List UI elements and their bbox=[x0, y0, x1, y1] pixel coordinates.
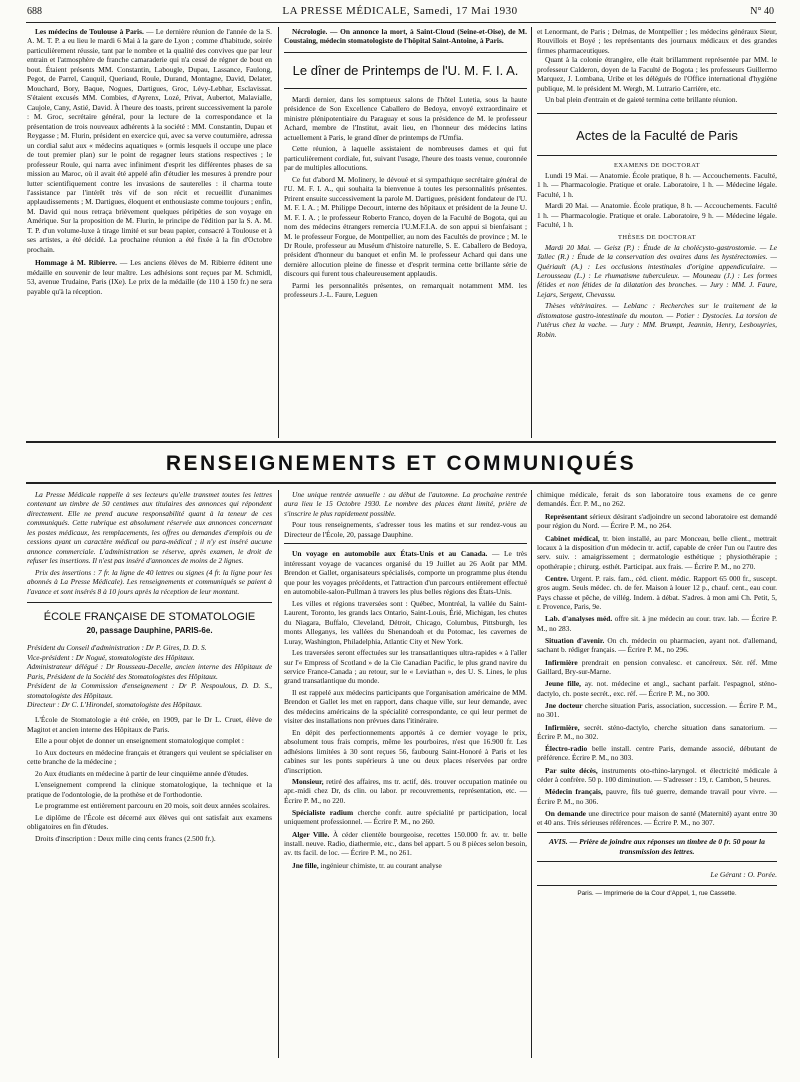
school-paragraph: Elle a pour objet de donner un enseignement stomatologique complet : bbox=[35, 736, 244, 746]
theses-list: Mardi 20 Mai. — Geisz (P.) : Étude de la cholécysto-gastrostomie. — Le Tallec (R.) : Étude de la conservation des ovaires dans les hystérectomies. — Quériault (A.) : Les occlusions intestinales d'origine appendiculaire. — Lerousseau (L.) : Le rhumatisme tuberculeux. — Mouneau (J.) : Les formes fétides et non fétides de la dilatation des bronches. — Jury : MM. J. Faure, Lejars, Sergent, Chevassu. bbox=[537, 242, 777, 299]
diner-continued: Quant à la colonie étrangère, elle était brillamment représentée par MM. le professeur Calderon, doyen de la Faculté de Bogota ; les professeurs Guillermo Marquez, J. Lombana, Uribe et les délégués de l'Office international d'hygiène publique, M. le président M. Wergh, M. Lutrario Carrière, etc. bbox=[537, 55, 777, 93]
classified-ad: Spécialiste radium cherche confr. autre spécialité pr participation, local uniquement professionnel. — Écrire P. M., no 260. bbox=[284, 808, 527, 827]
school-staff: Président de la Commission d'enseignement : Dr P. Nespoulous, D. D. S., stomatologiste des Hôpitaux. bbox=[27, 681, 272, 700]
diner-title: Le dîner de Printemps de l'U. M. F. I. A. bbox=[292, 62, 519, 78]
divider bbox=[537, 885, 777, 886]
classified-ad: Alger Ville. À céder clientèle bourgeoise, recettes 150.000 fr. av. tr. belle install. neuve. Radio, diathermie, etc., dans bel appart. 5 ou 8 pièces selon besoin, av. tts facil. de loc. — Écrire P. M., no 261. bbox=[284, 829, 527, 858]
voyage-text: — Le très intéressant voyage de vacances organisé du 19 Juillet au 26 Août par MM. Brendon et Gallet, organisateurs spécialisés, comporte un programme plus étendu que pour les voyages précédents, et l'attraction d'un parcours entièrement effectué en automobile-salon-Pullman à travers les plus belles régions des États-Unis. bbox=[284, 549, 527, 597]
classified-ad: chimique médicale, ferait ds son laboratoire tous examens de ce genre demandés. Écr. P. M., no 262. bbox=[537, 490, 777, 509]
classified-ad: Électro-radio belle install. centre Paris, demande associé, débutant de préférence. Écrire P. M., no 303. bbox=[537, 744, 777, 763]
column-divider bbox=[531, 27, 532, 438]
exam-monday: Lundi 19 Mai. — Anatomie. École pratique, 8 h. — Accouchements. Faculté, 1 h. — Pharmacologie. Pratique et orale. Laboratoire, 1 h. — Médecine légale. Faculté, 1 h. bbox=[537, 170, 777, 199]
school-staff: Président du Conseil d'administration : Dr P. Gires, D. D. S. bbox=[27, 643, 207, 653]
school-paragraph: Le programme est entièrement parcouru en 20 mois, soit deux années scolaires. bbox=[35, 801, 270, 811]
column-divider bbox=[278, 490, 279, 1058]
school-paragraph: Droits d'inscription : Deux mille cinq cents francs (2.500 fr.). bbox=[35, 833, 216, 843]
school-staff: Administrateur délégué : Dr Rousseau-Decelle, ancien interne des Hôpitaux de Paris, Président de la Société des Stomatologistes des Hôpitaux. bbox=[27, 662, 272, 681]
header-rule bbox=[26, 22, 776, 23]
school-staff: Directeur : Dr C. L'Hirondel, stomatologiste des Hôpitaux. bbox=[27, 699, 203, 709]
banner-rule-bottom bbox=[26, 482, 776, 484]
voyage-title: Un voyage en automobile aux États-Unis et au Canada. bbox=[292, 549, 488, 559]
gerant-signature: Le Gérant : O. Porée. bbox=[710, 869, 777, 879]
school-paragraph: Le diplôme de l'École est décerné aux élèves qui ont satisfait aux examens obligatoires en fin d'études. bbox=[27, 812, 272, 832]
exam-tuesday: Mardi 20 Mai. — Anatomie. École pratique, 8 h. — Accouchements. Faculté 1 h. — Pharmacologie. Pratique et orale. Laboratoire, 9 h. — Médecine légale. Faculté, 1 h. bbox=[537, 201, 777, 230]
bottom-column-1 bbox=[27, 490, 272, 845]
school-contact: Pour tous renseignements, s'adresser tous les matins et sur rendez-vous au Directeur de l'École, 20, passage Dauphine. bbox=[284, 520, 527, 539]
classified-ad: Médecin français, pauvre, fils tué guerre, demande travail pour vivre. — Écrire P. M., no 306. bbox=[537, 787, 777, 806]
banner-rule-top bbox=[26, 441, 776, 443]
toulouse-text: — Le dernière réunion de l'année de la S. A. M. T. P. a eu lieu le mardi 6 Mai à la gare de Lyon ; comme d'habitude, soirée particulièrement réussie, tant par le nombre et la qualité des convives que par leur entrain et l'atmosphère de franche camaraderie qui n'a cessé de régner de bout en bout. Étaient présents MM. Constantin, Labougle, Dupau, Lassance, Faulong, Pegot, de Parrel, Cauquil, Queriaud, Roule, Durand, Montagne, David, Delater, Mouchard, Bory, Baque, Nogues, Dartigues, Groc, Lévy-Lebhar, Esclavissat. S'étaient excusés MM. Combies, d'Ayrenx, Lozé, Privat, Aubertot, Malavialle, Caujole, Cany, Astié, David. À l'heure des toasts, prirent successivement la parole : M. Groc, secrétaire général, pour la lecture de la correspondance et la présentation de trois nouveaux adhérents à la société : MM. Constantin, Dupau et Reygasse ; M. Flurin, président en exercice qui, avec sa verve coutumière, adressa un cordial salut aux « médecins aquatiques » (ormis lesquels il occupe une place de tout premier plan) sur le point de regagner leurs stations respectives ; le professeur Roule, qui narra avec infiniment d'esprit les différentes phases de sa mission au Maroc, où il avait été appelé afin d'étudier les mesures à prendre pour lutter scientifiquement contre les invasions de sauterelles : il charma toute l'assistance par l'intérêt très vif de son récit et recueillit d'unanimes applaudissements ; M. Dartigues, éloquent et enthousiaste comme toujours ; enfin, M. David qui nous retraça brièvement quelques péripéties de son voyage en Amérique. Sur la proposition de M. Flurin, le principe de l'édition par la S. A. M. T. P. d'un volume-luxe à tirage limité et sur beau papier, consacré à Toulouse et à ses artistes, a été décidé. La prochaine réunion a été fixée à la fin d'Octobre prochain. bbox=[27, 27, 272, 254]
divider bbox=[27, 602, 272, 603]
diner-heading-box bbox=[284, 52, 527, 89]
printer-imprint: Paris. — Imprimerie de la Cour d'Appel, 1, rue Cassette. bbox=[577, 889, 737, 897]
ribierre-title: Hommage à M. Ribierre. bbox=[35, 258, 117, 268]
column-1 bbox=[27, 27, 272, 298]
classified-ad: Jne docteur cherche situation Paris, association, succession. — Écrire P. M., no 301. bbox=[537, 700, 777, 720]
voyage-paragraph: Il est rappelé aux médecins participants que l'organisation américaine de MM. Brendon et Gallet les met en rapport, dans chaque ville, sur leur demande, avec des médecins américains de la spécialité correspondante, ce qui leur permet de visiter des installations non prévues dans l'itinéraire. bbox=[284, 687, 527, 726]
diner-paragraph: Mardi dernier, dans les somptueux salons de l'hôtel Lutetia, sous la haute présidence de Son Excellence Caballero de Bedoya, envoyé extraordinaire et ministre plénipotentiaire du Paraguay et sous la présidence de M. le professeur Achard, membre de l'Institut, avait lieu, en l'honneur des médecins latins actuellement à Paris, le grand dîner de printemps de l'Umfia. bbox=[284, 94, 527, 142]
voyage-paragraph: Les traversées seront effectuées sur les transatlantiques ultra-rapides « à l'aller sur l'« Empress of Scotland » de la Cie Canadian Pacific, le plus grand navire du service France-Canada ; au retour, sur le « Leviathan », des U. S. Lines, le plus grand transatlantique du monde. bbox=[284, 648, 527, 686]
diner-continued: et Lenormant, de Paris ; Delmas, de Montpellier ; les médecins généraux Sieur, Rouvillois et Boyé ; les représentants des journaux médicaux et des grandes firmes pharmaceutiques. bbox=[537, 27, 777, 55]
actes-title: Actes de la Faculté de Paris bbox=[576, 127, 738, 143]
section-banner: RENSEIGNEMENTS ET COMMUNIQUÉS bbox=[165, 452, 637, 475]
column-divider bbox=[278, 27, 279, 438]
voyage-paragraph: En dépit des perfectionnements apportés à ce dernier voyage le prix, absolument tous frais compris, même les pourboires, n'est que 16.900 fr. Les adhésions limitées à 30 sont reçues 56, faubourg Saint-Honoré à Paris et les cabines sur les ponts supérieurs à une ou deux places réservées par ordre d'inscription. bbox=[284, 727, 527, 775]
issue-number: N° 40 bbox=[750, 6, 774, 17]
school-paragraph: 2o Aux étudiants en médecine à partir de leur cinquième année d'études. bbox=[35, 768, 249, 778]
toulouse-title: Les médecins de Toulouse à Paris. bbox=[35, 27, 144, 36]
classified-ad: Lab. d'analyses méd. offre sit. à jne médecin au cour. trav. lab. — Écrire P. M., no 283. bbox=[537, 614, 777, 633]
bottom-column-3 bbox=[537, 490, 777, 897]
column-divider bbox=[531, 490, 532, 1058]
classified-ad: Jne fille, ingénieur chimiste, tr. au courant analyse bbox=[292, 860, 442, 870]
page-number: 688 bbox=[27, 6, 42, 17]
classified-ad: Infirmière, secrét. sténo-dactylo, cherche situation dans sanatorium. — Écrire P. M., no 302. bbox=[537, 722, 777, 741]
ribierre-text: — Les anciens élèves de M. Ribierre éditent une médaille en souvenir de leur maître. Les adhésions sont reçues par M. Schmidl, 53, avenue Trudaine, Paris (IXe). Le prix de la médaille (de 110 à 150 fr.) ne sera payable qu'à la réception. bbox=[27, 258, 272, 296]
classified-ad: Jeune fille, ay. not. médecine et angl., sachant parfait. l'espagnol, sténo-dactylo, ch. poste secrét., exc. réf. — Écrire P. M., no 300. bbox=[537, 679, 778, 698]
necrology-title: Nécrologie. bbox=[292, 27, 328, 36]
divider bbox=[284, 543, 527, 544]
school-paragraph: L'enseignement comprend la clinique stomatologique, la technique et la pratique de l'odontologie, de la prothèse et de l'orthodontie. bbox=[27, 780, 272, 799]
theses-heading: THÈSES DE DOCTORAT bbox=[617, 233, 697, 241]
actes-heading-box bbox=[537, 113, 777, 156]
column-3 bbox=[537, 27, 777, 341]
diner-paragraph: Parmi les personnalités présentes, on remarquait notamment MM. les professeurs J.-L. Faure, Leguen bbox=[284, 280, 527, 300]
classified-ad: Situation d'avenir. On ch. médecin ou pharmacien, ayant not. d'allemand, sachant b. rédiger français. — Écrire P. M., no 296. bbox=[537, 635, 777, 655]
diner-paragraph: Cette réunion, à laquelle assistaient de nombreuses dames et qui fut particulièrement cordiale, fut, suivant l'usage, l'heure des toasts venue, couronnée par de multiples allocutions. bbox=[284, 144, 527, 173]
classified-ad: Cabinet médical, tr. bien installé, au parc Monceau, belle client., mettrait locaux à la disposition d'un médecin tr. actif, capable de créer l'un ou l'autre des serv. suiv. : amaigrissement ; dermatologie esthétique ; physiothérapie ; opothérapie ; chirurg. esthét. Participat. aux frais. — Écrire P. M., no 270. bbox=[537, 533, 777, 571]
diner-continued: Un bal plein d'entrain et de gaieté termina cette brillante réunion. bbox=[545, 95, 738, 105]
school-paragraph: 1o Aux docteurs en médecine français et étrangers qui veulent se spécialiser en cette branche de la médecine ; bbox=[27, 747, 272, 767]
notice-text: La Presse Médicale rappelle à ses lecteurs qu'elle transmet toutes les lettres contenant un timbre de 50 centimes aux titulaires des annonces qui répondent directement. Elle ne prend aucune responsabilité quant à la teneur de ces communiqués. Cette rubrique est absolument réservée aux annonces concernant les postes médicaux, les remplacements, les offres ou demandes d'emplois ou de cessions ayant un caractère médical ou para-médical ; il n'y est inséré aucune annonce commerciale. L'administration se réserve, après examen, le droit de refuser les insertions. Il n'est pas inséré d'annonces de moins de 2 lignes. bbox=[27, 490, 272, 566]
school-paragraph: L'École de Stomatologie a été créée, en 1909, par le Dr L. Cruet, élève de Magitot et ancien interne des Hôpitaux de Paris. bbox=[27, 715, 272, 734]
bottom-column-2 bbox=[284, 490, 527, 873]
diner-paragraph: Ce fut d'abord M. Molinery, le dévoué et si sympathique secrétaire général de l'U. M. F. I. A., qui souhaita la bienvenue à toutes les personnalités présentes. Prirent ensuite successivement la parole M. Dartigues, président fondateur de l'U. M. F. I. A. ; M. Philippe Decourt, interne des hôpitaux et président de la Jeune U. M. F. I. A. ; le professeur Roberto Franco, doyen de la Faculté de Bogota, qui au nom des médecins étrangers remercia l'U.M.F.I.A. de son appui si bienfaisant ; M. le professeur Forgue, de Montpellier, au nom des Facultés de province ; M. le Dr Roule, professeur au Muséum d'histoire naturelle, S. E. Caballero de Bedoya, président d'honneur du banquet et enfin M. le professeur Achard qui dans une dernière allocution pleine de finesse et d'esprit termina cette brillante série de discours qui furent tous chaleureusement applaudis. bbox=[284, 174, 527, 279]
classified-ad: Centre. Urgent. P. rais. fam., céd. client. médic. Rapport 65 000 fr., suscept. gros augm. Seuls médec. ch. de fer. Maison à louer 12 p., chauf. cent., eau cour. Pays chasse et pêche, de villég. Indem. à débat. S'adres. à mon ami Ch. Petit, 5, r. Provence, Paris, 9e. bbox=[537, 573, 777, 611]
school-address: 20, passage Dauphine, PARIS-6e. bbox=[86, 626, 213, 636]
classified-ad: Par suite décès, instruments oto-rhino-laryngol. et électricité médicale à céder à confrère. 50 p. 100 diminution. — S'adresser : 19, r. Cambon, 5 heures. bbox=[537, 765, 777, 785]
avis-text: AVIS. — Prière de joindre aux réponses un timbre de 0 fr. 50 pour la transmission des lettres. bbox=[549, 836, 765, 856]
necrology-text: — On annonce la mort, à Saint-Cloud (Seine-et-Oise), de M. Coustaing, médecin stomatologiste de l'hôpital Saint-Antoine, à Paris. bbox=[284, 27, 527, 46]
voyage-paragraph: Les villes et régions traversées sont : Québec, Montréal, la vallée du Saint-Laurent, Toronto, les grands lacs Ontario, Saint-Louis, Érié, Michigan, les chutes du Niagara, Buffalo, Cleveland, Détroit, Chicago, Columbus, Pittsburgh, les monts Alleganys, les vallées du Shenandoah et du Potomac, les cavernes de Luray, Washington, Philadelphia, Atlantic City et New York. bbox=[284, 598, 527, 646]
classified-ad: Représentant sérieux désirant s'adjoindre un second laboratoire est demandé pour région du Nord. — Écrire P. M., no 264. bbox=[537, 511, 777, 531]
classified-ad: Infirmière prendrait en pension convalesc. et cancéreux. Sér. réf. Mme Gaillard, Bry-sur-Marne. bbox=[537, 657, 777, 676]
classified-ad: Monsieur, retiré des affaires, ms tr. actif, dés. trouver occupation matinée ou apr.-midi chez Dr, ds clin. ou labor. pr recouvrements, représentation, etc. — Écrire P. M., no 220. bbox=[284, 777, 527, 805]
column-2 bbox=[284, 27, 527, 302]
avis-box bbox=[537, 832, 777, 862]
classified-ad: On demande une directrice pour maison de santé (Maternité) ayant entre 30 et 40 ans. Très sérieuses références. — Écrire P. M., no 307. bbox=[537, 809, 777, 828]
pricing-text: Prix des insertions : 7 fr. la ligne de 40 lettres ou signes (4 fr. la ligne pour les abonnés à La Presse Médicale). Les renseignements et communiqués se paient à l'avance et sont insérés 8 à 10 jours après la réception de leur montant. bbox=[27, 567, 272, 596]
exam-heading: EXAMENS DE DOCTORAT bbox=[613, 161, 701, 169]
school-enrollment: Une unique rentrée annuelle : au début de l'automne. La prochaine rentrée aura lieu le 15 Octobre 1930. Le nombre des places étant limité, prière de s'inscrire le plus rapidement possible. bbox=[284, 490, 527, 518]
school-staff: Vice-président : Dr Nogué, stomatologiste des Hôpitaux. bbox=[27, 652, 195, 662]
theses-veterinary: Thèses vétérinaires. — Leblanc : Recherches sur le traitement de la distomatose gastro-intestinale du mouton. — Potier : Dystocies. La torsion de l'utérus chez la vache. — Jury : MM. Brumpt, Jeannin, Henry, Lesbouyries, Robin. bbox=[537, 301, 777, 339]
school-title: ÉCOLE FRANÇAISE DE STOMATOLOGIE bbox=[43, 611, 256, 624]
journal-header: LA PRESSE MÉDICALE, Samedi, 17 Mai 1930 bbox=[282, 5, 518, 17]
